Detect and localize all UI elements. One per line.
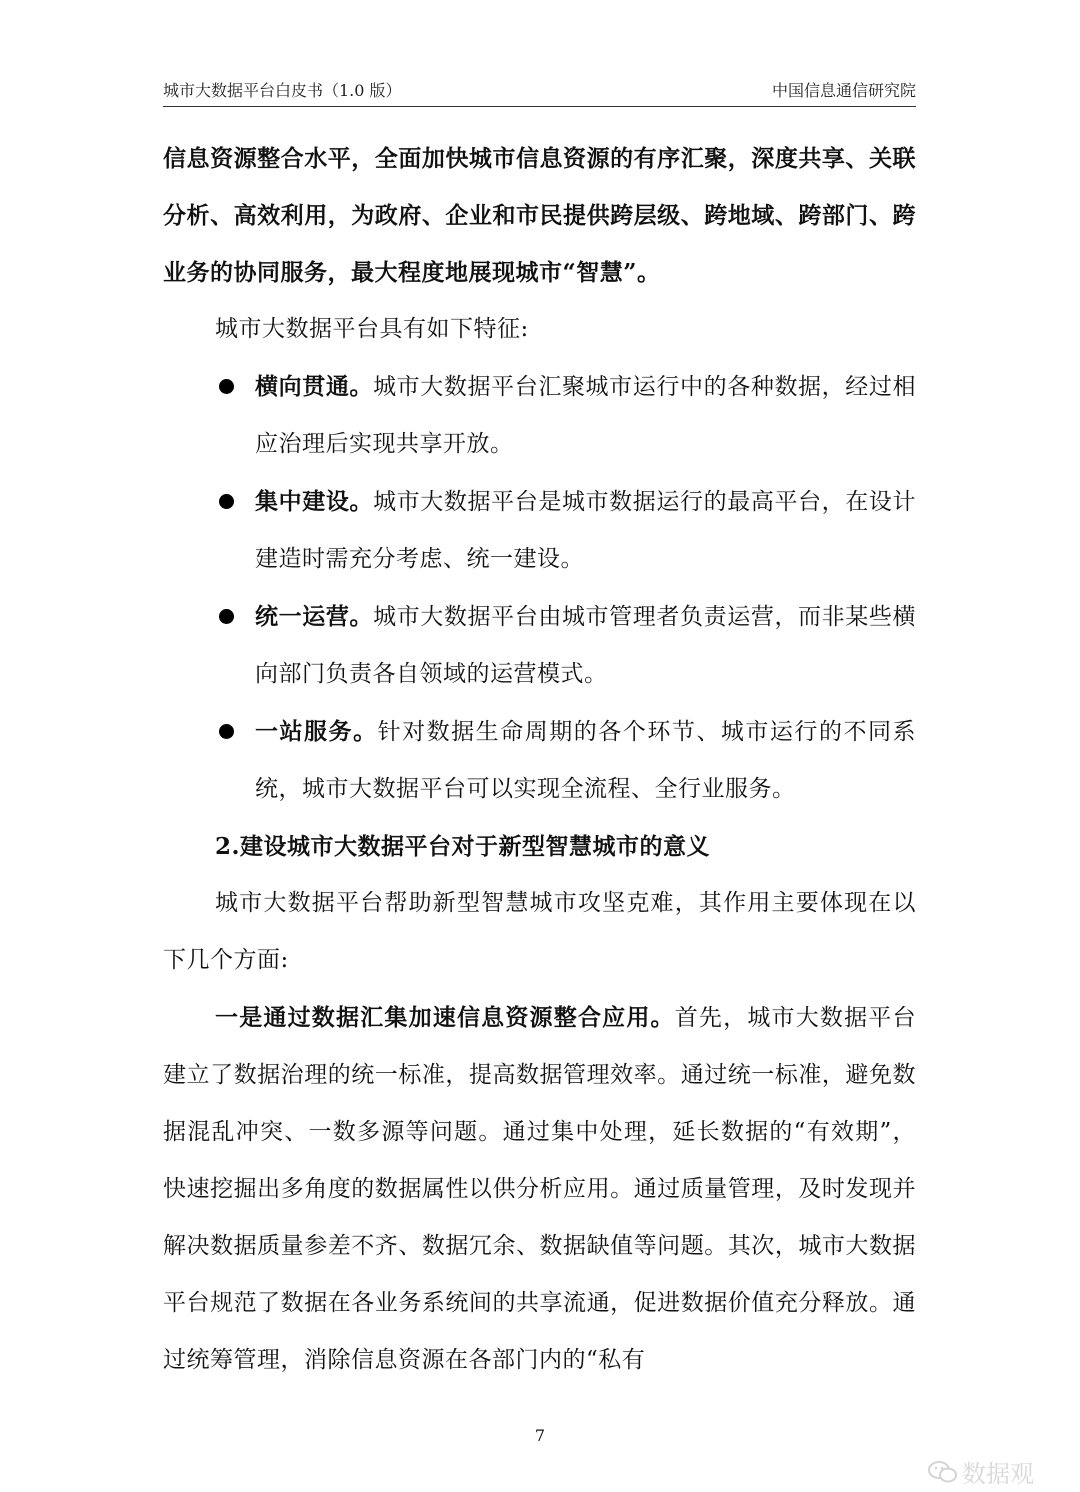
bullet-item-3: [163, 588, 916, 703]
bullet-dot-icon: [219, 609, 234, 624]
bullet-item-4: [163, 703, 916, 818]
bullet-item-2: [163, 473, 916, 588]
features-lead: 城市大数据平台具有如下特征:: [215, 316, 529, 342]
bullet-text: 针对数据生命周期的各个环节、城市运行的不同系统，城市大数据平台可以实现全流程、全行业服务。: [255, 719, 917, 802]
page-body: [163, 130, 916, 1389]
page-header: [163, 74, 916, 104]
bullet-title: 统一运营。: [255, 603, 374, 630]
point-one-text: 首先，城市大数据平台建立了数据治理的统一标准，提高数据管理效率。通过统一标准，避免数据混乱冲突、一数多源等问题。通过集中处理，延长数据的“有效期”，快速挖掘出多角度的数据属性以供分析应用。通过质量管理，及时发现并解决数据质量参差不齐、数据冗余、数据缺值等问题。其次，城市大数据平台规范了数据在各业务系统间的共享流通，促进数据价值充分释放。通过统筹管理，消除信息资源在各部门内的“私有: [163, 1005, 917, 1373]
bullet-text: 城市大数据平台是城市数据运行的最高平台，在设计建造时需充分考虑、统一建设。: [255, 489, 917, 572]
header-title: 城市大数据平台白皮书（1.0 版）: [163, 81, 402, 100]
wechat-icon: [928, 1461, 958, 1483]
bullet-text: 城市大数据平台由城市管理者负责运营，而非某些横向部门负责各自领域的运营模式。: [255, 604, 917, 687]
point-one-paragraph: [163, 989, 916, 1389]
section-heading: 2.建设城市大数据平台对于新型智慧城市的意义: [215, 833, 711, 860]
bullet-title: 一站服务。: [255, 718, 378, 745]
bullet-dot-icon: [219, 494, 234, 509]
bullet-text: 城市大数据平台汇聚城市运行中的各种数据，经过相应治理后实现共享开放。: [255, 374, 917, 457]
intro-paragraph: 信息资源整合水平，全面加快城市信息资源的有序汇聚，深度共享、关联分析、高效利用，为政府、企业和市民提供跨层级、跨地域、跨部门、跨业务的协同服务，最大程度地展现城市“智慧”。: [163, 145, 916, 286]
header-divider: [163, 106, 916, 107]
section-lead: 城市大数据平台帮助新型智慧城市攻坚克难，其作用主要体现在以下几个方面:: [163, 890, 916, 973]
bullet-title: 横向贯通。: [255, 373, 374, 400]
header-institution: 中国信息通信研究院: [771, 81, 916, 100]
watermark-text: 数据观: [962, 1460, 1034, 1488]
watermark: [928, 1454, 1068, 1488]
bullet-title: 集中建设。: [255, 488, 374, 515]
bullet-dot-icon: [219, 379, 234, 394]
point-one-title: 一是通过数据汇集加速信息资源整合应用。: [215, 1004, 675, 1031]
bullet-dot-icon: [219, 724, 234, 739]
page-number: 7: [534, 1426, 546, 1445]
bullet-item-1: [163, 358, 916, 473]
